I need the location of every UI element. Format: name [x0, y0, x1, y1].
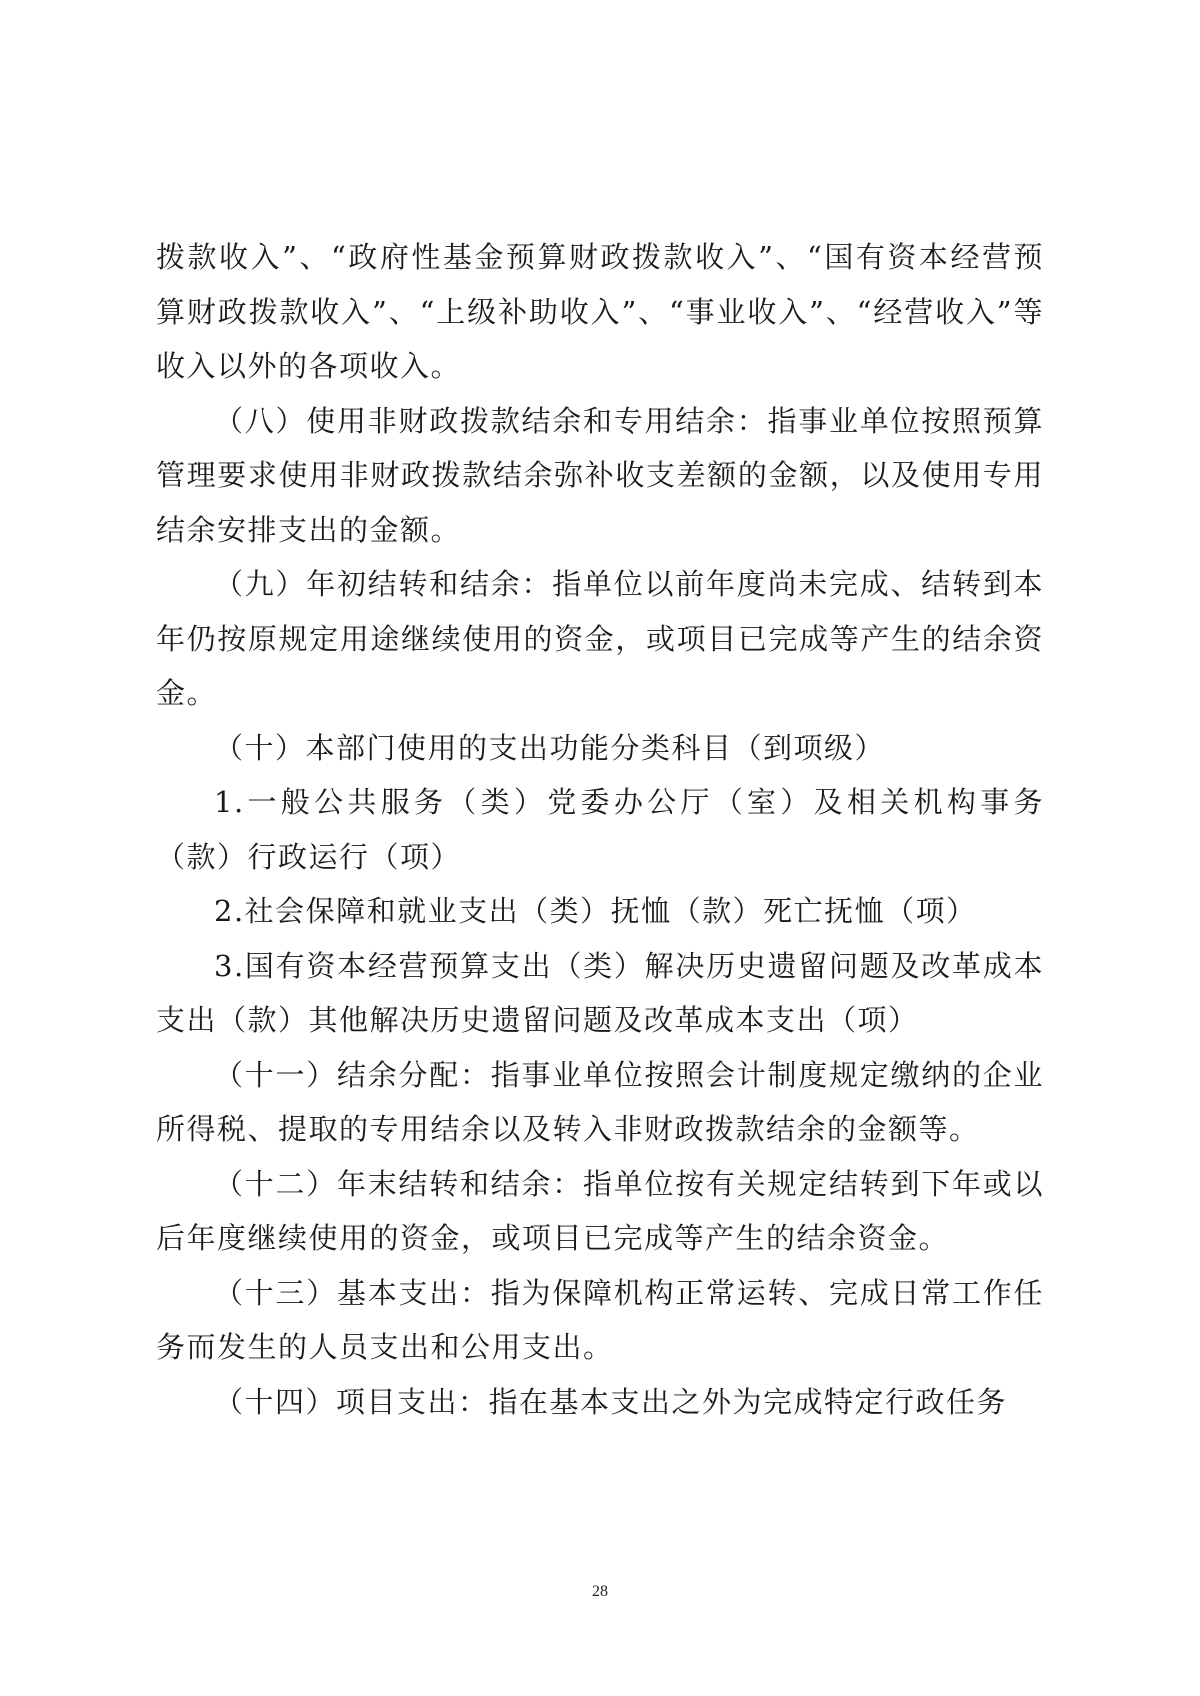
paragraph-income-continuation: 拨款收入”、“政府性基金预算财政拨款收入”、“国有资本经营预算财政拨款收入”、“上级补助收入”、“事业收入”、“经营收入”等收入以外的各项收入。	[156, 240, 1044, 383]
paragraph-item-9: （九）年初结转和结余：指单位以前年度尚未完成、结转到本年仍按原规定用途继续使用的资金，或项目已完成等产生的结余资金。	[156, 567, 1044, 710]
paragraph-item-12: （十二）年末结转和结余：指单位按有关规定结转到下年或以后年度继续使用的资金，或项目已完成等产生的结余资金。	[156, 1166, 1044, 1255]
paragraph-subject-2: 2.社会保障和就业支出（类）抚恤（款）死亡抚恤（项）	[214, 894, 977, 928]
paragraph-item-8: （八）使用非财政拨款结余和专用结余：指事业单位按照预算管理要求使用非财政拨款结余弥补收支差额的金额，以及使用专用结余安排支出的金额。	[156, 403, 1044, 547]
paragraph-item-10: （十）本部门使用的支出功能分类科目（到项级）	[214, 730, 886, 765]
paragraph-subject-1: 1.一般公共服务（类）党委办公厅（室）及相关机构事务（款）行政运行（项）	[156, 785, 1044, 874]
paragraph-item-11: （十一）结余分配：指事业单位按照会计制度规定缴纳的企业所得税、提取的专用结余以及转入非财政拨款结余的金额等。	[156, 1057, 1044, 1146]
paragraph-subject-3: 3.国有资本经营预算支出（类）解决历史遗留问题及改革成本支出（款）其他解决历史遗留问题及改革成本支出（项）	[156, 948, 1044, 1037]
paragraph-item-13: （十三）基本支出：指为保障机构正常运转、完成日常工作任务而发生的人员支出和公用支出。	[156, 1275, 1044, 1364]
paragraph-item-14: （十四）项目支出：指在基本支出之外为完成特定行政任务	[214, 1384, 1008, 1419]
body-text	[156, 230, 1044, 1429]
page-number: 28	[592, 1583, 608, 1600]
